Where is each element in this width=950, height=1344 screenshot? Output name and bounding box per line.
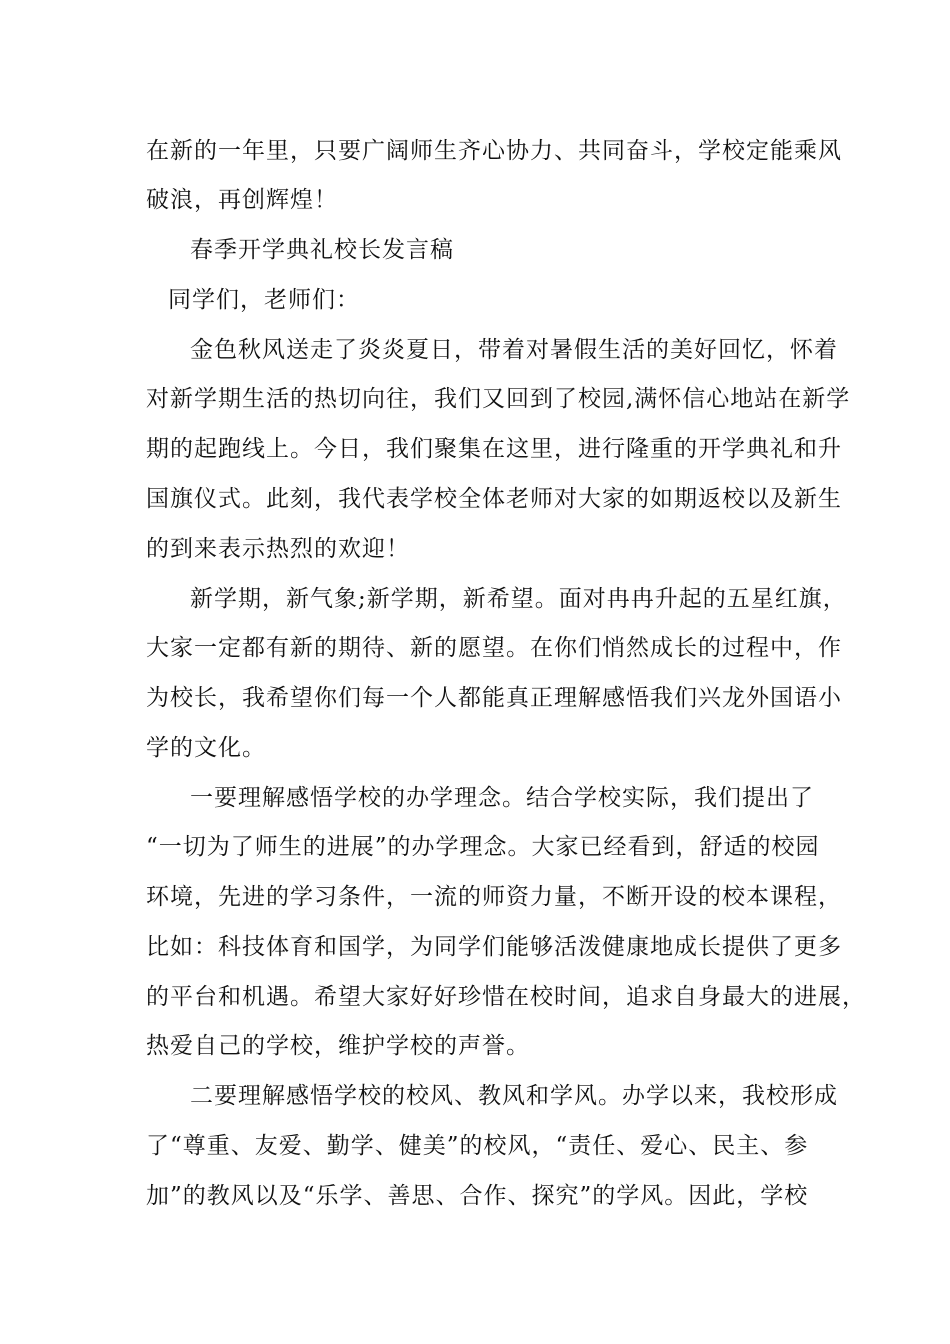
text-line: 大家一定都有新的期待、新的愿望。在你们悄然成长的过程中，作 [146, 635, 842, 661]
text-line: 环境，先进的学习条件，一流的师资力量，不断开设的校本课程， [146, 884, 842, 910]
text-line: 期的起跑线上。今日，我们聚集在这里，进行隆重的开学典礼和升 [146, 436, 842, 462]
text-line: 加”的教风以及“乐学、善思、合作、探究”的学风。因此，学校 [146, 1183, 809, 1209]
text-line: 在新的一年里，只要广阔师生齐心协力、共同奋斗，学校定能乘风 [146, 138, 842, 164]
text-line: 热爱自己的学校，维护学校的声誉。 [146, 1033, 530, 1059]
speech-title: 春季开学典礼校长发言稿 [190, 237, 454, 263]
text-line: 学的文化。 [146, 735, 266, 761]
text-line: 新学期，新气象;新学期，新希望。面对冉冉升起的五星红旗， [190, 586, 847, 612]
text-line: 对新学期生活的热切向往，我们又回到了校园,满怀信心地站在新学 [146, 386, 851, 412]
text-line: 金色秋风送走了炎炎夏日，带着对暑假生活的美好回忆，怀着 [190, 337, 838, 363]
salutation: 同学们，老师们： [168, 287, 360, 313]
text-line: “一切为了师生的进展”的办学理念。大家已经看到，舒适的校园 [146, 834, 820, 860]
text-line: 国旗仪式。此刻，我代表学校全体老师对大家的如期返校以及新生 [146, 486, 842, 512]
text-line: 了“尊重、友爱、勤学、健美”的校风，“责任、爱心、民主、参 [146, 1133, 809, 1159]
text-line: 的到来表示热烈的欢迎！ [146, 536, 410, 562]
text-line: 破浪，再创辉煌！ [146, 187, 338, 213]
text-line: 一要理解感悟学校的办学理念。结合学校实际，我们提出了 [190, 785, 814, 811]
text-line: 比如：科技体育和国学，为同学们能够活泼健康地成长提供了更多 [146, 934, 842, 960]
text-line: 为校长，我希望你们每一个人都能真正理解感悟我们兴龙外国语小 [146, 685, 842, 711]
text-line: 的平台和机遇。希望大家好好珍惜在校时间，追求自身最大的进展， [146, 984, 866, 1010]
text-line: 二要理解感悟学校的校风、教风和学风。办学以来，我校形成 [190, 1083, 838, 1109]
